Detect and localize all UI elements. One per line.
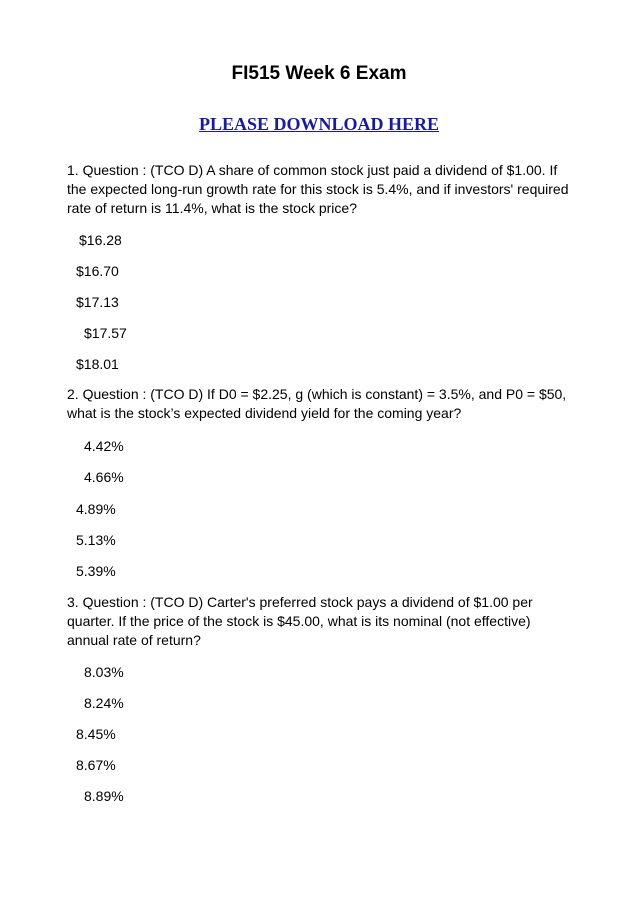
question-2-option-b: 4.66% — [84, 469, 124, 485]
document-title: FI515 Week 6 Exam — [231, 63, 407, 84]
question-3-option-c: 8.45% — [76, 726, 116, 742]
question-1-option-b: $16.70 — [76, 263, 119, 279]
question-2-option-c: 4.89% — [76, 501, 116, 517]
question-2-text: 2. Question : (TCO D) If D0 = $2.25, g (which is constant) = 3.5%, and P0 = $50, what is the stock’s expected dividend yield for the coming year? — [67, 386, 567, 421]
question-2-option-e: 5.39% — [76, 563, 116, 579]
question-1-option-d: $17.57 — [84, 325, 127, 341]
question-2-option-d: 5.13% — [76, 532, 116, 548]
question-3-text: 3. Question : (TCO D) Carter's preferred stock pays a dividend of $1.00 per quarter. If the price of the stock is $45.00, what is its nominal (not effective) annual rate of return? — [67, 594, 533, 648]
question-1-option-e: $18.01 — [76, 356, 119, 372]
question-3-option-e: 8.89% — [84, 788, 124, 804]
question-3-option-b: 8.24% — [84, 695, 124, 711]
question-3-option-d: 8.67% — [76, 757, 116, 773]
question-1-text: 1. Question : (TCO D) A share of common stock just paid a dividend of $1.00. If the expected long-run growth rate for this stock is 5.4%, and if investors' required rate of return is 11.4%, what is the stock price? — [67, 162, 569, 216]
download-link[interactable]: PLEASE DOWNLOAD HERE — [198, 114, 440, 134]
question-1-option-c: $17.13 — [76, 294, 119, 310]
question-2-option-a: 4.42% — [84, 438, 124, 454]
question-3-option-a: 8.03% — [84, 664, 124, 680]
question-1-option-a: $16.28 — [79, 232, 122, 248]
